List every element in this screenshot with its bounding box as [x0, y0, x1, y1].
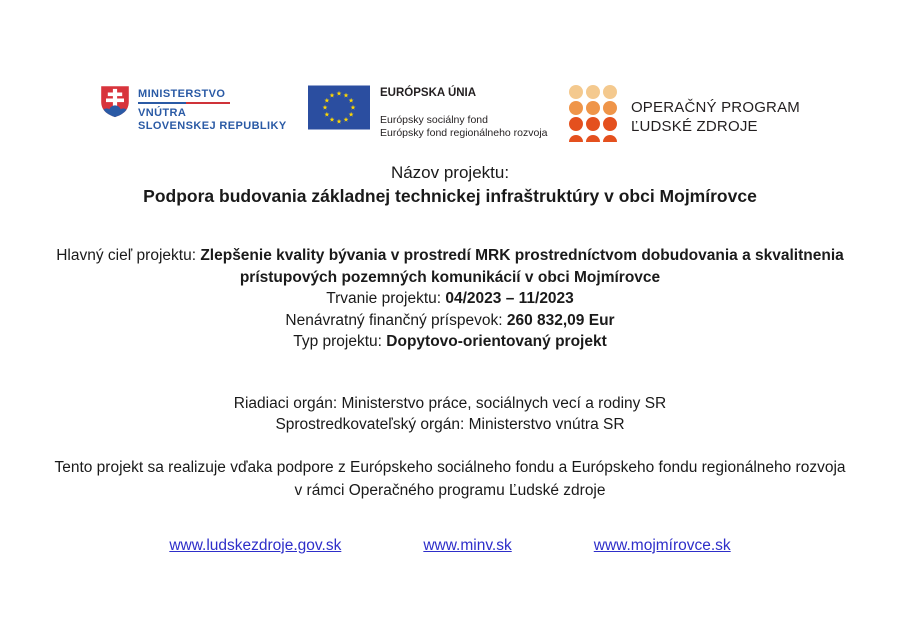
ministry-logo-text — [138, 85, 287, 133]
links-row — [0, 537, 900, 555]
funding-note-line1: Tento projekt sa realizuje vďaka podpore z Európskeho sociálneho fondu a Európskeho fondu regionálneho rozvoja — [54, 458, 846, 476]
goal-value-line1: Zlepšenie kvality bývania v prostredí MRK prostredníctvom dobudovania a skvalitnenia — [200, 247, 844, 264]
eu-fund-line1: Európsky sociálny fond — [380, 114, 488, 126]
op-people-dots-icon — [569, 85, 617, 148]
grant-label: Nenávratný finančný príspevok: — [285, 311, 507, 329]
duration-line — [0, 288, 900, 310]
op-line2: ĽUDSKÉ ZDROJE — [630, 117, 758, 135]
type-label: Typ projektu: — [293, 333, 387, 350]
eu-fund-line2: Európsky fond regionálneho rozvoja — [380, 127, 548, 139]
eu-flag-icon — [308, 85, 370, 135]
project-title: Podpora budovania základnej technickej infraštruktúry v obci Mojmírovce — [143, 186, 757, 206]
type-line — [0, 331, 900, 353]
intermediate-body-line: Sprostredkovateľský orgán: Ministerstvo vnútra SR — [275, 416, 625, 433]
authorities-block — [0, 393, 900, 436]
op-logo — [569, 85, 800, 148]
ministry-logo — [100, 85, 287, 133]
managing-authority-line: Riadiaci orgán: Ministerstvo práce, sociálnych vecí a rodiny SR — [233, 394, 667, 412]
link-ludskezdroje[interactable]: www.ludskezdroje.gov.sk — [169, 536, 342, 554]
funding-note — [0, 456, 900, 502]
slovak-coat-of-arms-icon — [100, 85, 130, 123]
project-title-label: Názov projektu: — [390, 163, 510, 182]
duration-value: 04/2023 – 11/2023 — [445, 290, 574, 307]
goal-value-line2: prístupových pozemných komunikácií v obci Mojmírovce — [239, 268, 661, 286]
op-logo-text — [631, 98, 800, 136]
logo-row — [0, 0, 900, 145]
eu-title: EURÓPSKA ÚNIA — [380, 87, 477, 99]
ministry-name-line3: SLOVENSKEJ REPUBLIKY — [138, 120, 287, 132]
project-details — [0, 245, 900, 353]
grant-value: 260 832,09 Eur — [506, 311, 615, 329]
ministry-name-line1: MINISTERSTVO — [138, 88, 226, 100]
type-value: Dopytovo-orientovaný projekt — [386, 333, 607, 350]
tricolor-underline — [138, 102, 230, 104]
goal-line — [0, 245, 900, 288]
funding-note-line2: v rámci Operačného programu Ľudské zdroje — [294, 481, 606, 499]
ministry-name-line2: VNÚTRA — [138, 107, 187, 119]
eu-logo — [308, 85, 548, 140]
duration-label: Trvanie projektu: — [326, 290, 446, 307]
link-mojmirovce[interactable]: www.mojmírovce.sk — [593, 536, 731, 554]
goal-label: Hlavný cieľ projektu: — [56, 247, 201, 264]
grant-line — [0, 310, 900, 332]
eu-logo-text — [380, 85, 548, 140]
content — [0, 162, 900, 555]
op-line1: OPERAČNÝ PROGRAM — [630, 98, 800, 116]
title-block — [0, 162, 900, 208]
link-minv[interactable]: www.minv.sk — [423, 536, 512, 554]
